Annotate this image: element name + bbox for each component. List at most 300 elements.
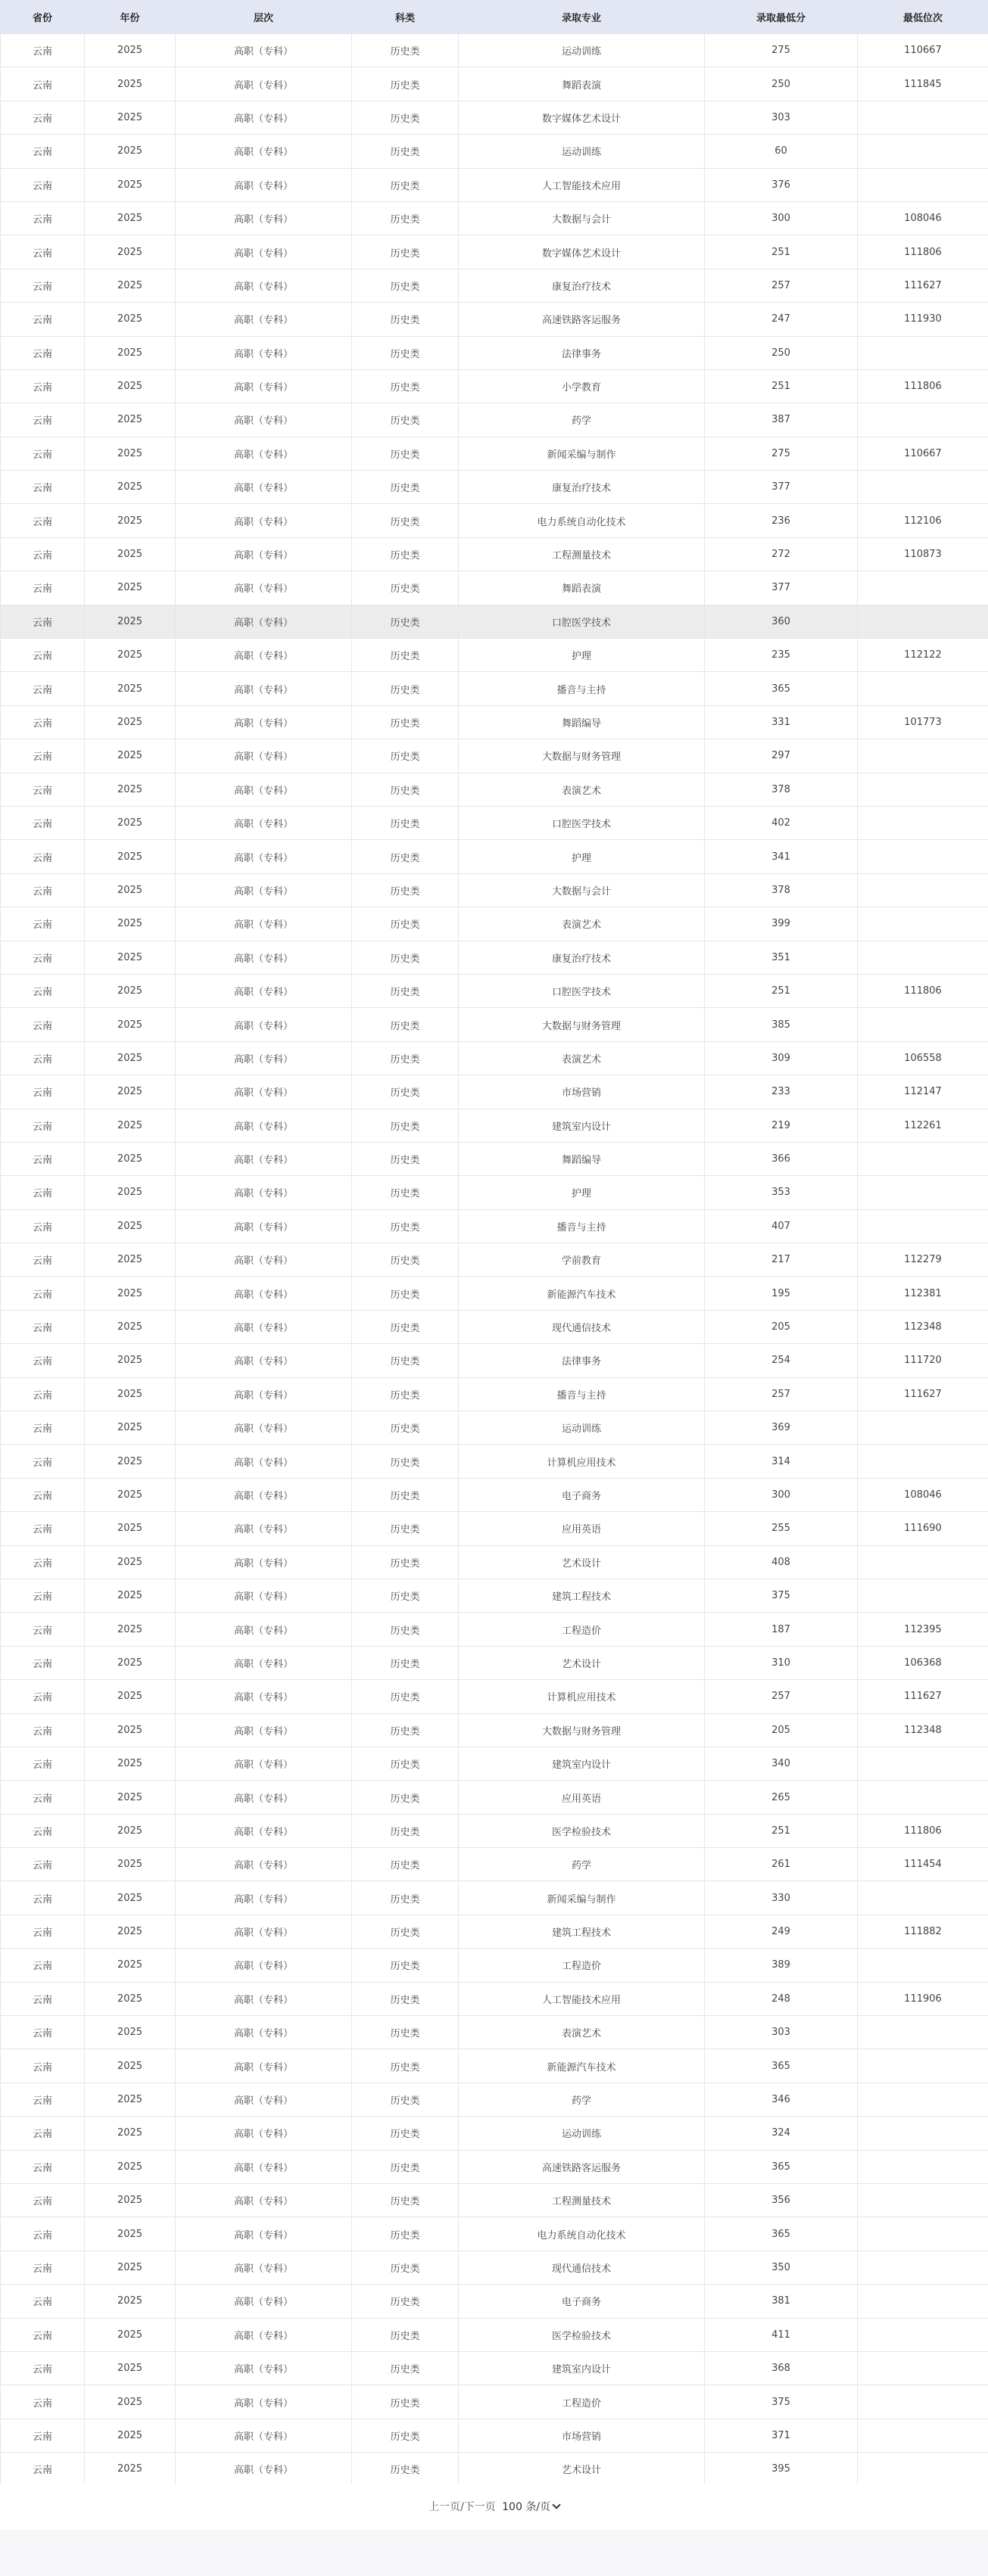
category-cell: 历史类 [352,1176,459,1209]
min-rank-cell [858,2419,988,2452]
major-cell: 建筑工程技术 [459,1915,705,1948]
min-rank-cell: 111806 [858,235,988,269]
province-cell: 云南 [1,1713,85,1747]
min-rank-cell [858,2285,988,2318]
min-score-cell: 365 [705,672,858,705]
category-cell: 历史类 [352,2217,459,2251]
province-cell: 云南 [1,1176,85,1209]
category-cell: 历史类 [352,135,459,168]
table-row [1,2385,988,2419]
province-cell: 云南 [1,2016,85,2049]
min-rank-cell [858,605,988,638]
table-row [1,1075,988,1109]
major-cell: 法律事务 [459,1344,705,1377]
year-cell: 2025 [85,269,176,302]
province-cell: 云南 [1,1881,85,1915]
major-cell: 艺术设计 [459,1545,705,1579]
level-cell: 高职（专科） [176,1949,352,1982]
major-cell: 表演艺术 [459,773,705,806]
category-cell: 历史类 [352,1243,459,1277]
min-rank-cell [858,2150,988,2183]
min-score-cell: 205 [705,1310,858,1343]
year-cell: 2025 [85,2217,176,2251]
min-score-cell: 254 [705,1344,858,1377]
table-row [1,2016,988,2049]
major-cell: 护理 [459,840,705,873]
province-cell: 云南 [1,2251,85,2284]
table-row [1,1915,988,1948]
major-cell: 药学 [459,2083,705,2116]
province-cell: 云南 [1,1478,85,1511]
year-cell: 2025 [85,1646,176,1679]
major-cell: 康复治疗技术 [459,941,705,974]
table-row [1,471,988,504]
province-cell: 云南 [1,1310,85,1343]
level-cell: 高职（专科） [176,1579,352,1612]
major-cell: 计算机应用技术 [459,1445,705,1478]
min-score-cell: 371 [705,2419,858,2452]
level-cell: 高职（专科） [176,1848,352,1881]
table-header-row [1,1,988,34]
year-cell: 2025 [85,873,176,907]
min-score-cell: 377 [705,471,858,504]
min-score-cell: 275 [705,437,858,470]
category-cell: 历史类 [352,1982,459,2015]
table-row [1,2150,988,2183]
table-row [1,1411,988,1445]
major-cell: 现代通信技术 [459,2251,705,2284]
min-score-cell: 408 [705,1545,858,1579]
table-row [1,1646,988,1679]
year-cell: 2025 [85,806,176,839]
major-cell: 学前教育 [459,1243,705,1277]
province-cell: 云南 [1,739,85,773]
province-cell: 云南 [1,1277,85,1310]
min-score-cell: 235 [705,639,858,672]
min-rank-cell: 110873 [858,537,988,571]
min-rank-cell: 111845 [858,67,988,101]
min-rank-cell: 111627 [858,1680,988,1713]
year-cell: 2025 [85,201,176,235]
level-cell: 高职（专科） [176,2117,352,2150]
category-cell: 历史类 [352,2016,459,2049]
year-cell: 2025 [85,2351,176,2385]
category-cell: 历史类 [352,67,459,101]
major-cell: 新闻采编与制作 [459,1881,705,1915]
table-row [1,269,988,302]
min-score-cell: 251 [705,369,858,403]
year-cell: 2025 [85,2184,176,2217]
level-cell: 高职（专科） [176,2251,352,2284]
province-cell: 云南 [1,1445,85,1478]
min-score-cell: 248 [705,1982,858,2015]
category-cell: 历史类 [352,2285,459,2318]
table-row [1,1814,988,1847]
province-cell: 云南 [1,1848,85,1881]
category-cell: 历史类 [352,2351,459,2385]
year-cell: 2025 [85,907,176,941]
min-score-cell: 233 [705,1075,858,1109]
min-rank-cell: 110667 [858,34,988,67]
min-rank-cell [858,101,988,134]
table-row [1,2251,988,2284]
min-rank-cell [858,739,988,773]
province-cell: 云南 [1,1545,85,1579]
table-row [1,2049,988,2083]
province-cell: 云南 [1,471,85,504]
year-cell: 2025 [85,34,176,67]
province-cell: 云南 [1,873,85,907]
min-score-cell: 257 [705,269,858,302]
level-cell: 高职（专科） [176,2150,352,2183]
category-cell: 历史类 [352,1881,459,1915]
province-cell: 云南 [1,1209,85,1243]
category-cell: 历史类 [352,2083,459,2116]
table-row [1,739,988,773]
category-cell: 历史类 [352,873,459,907]
year-cell: 2025 [85,1915,176,1948]
major-cell: 医学检验技术 [459,2318,705,2351]
min-rank-cell: 111627 [858,269,988,302]
min-score-cell: 300 [705,201,858,235]
table-row [1,135,988,168]
table-row [1,67,988,101]
level-cell: 高职（专科） [176,1075,352,1109]
level-cell: 高职（专科） [176,1445,352,1478]
category-cell: 历史类 [352,1142,459,1175]
province-cell: 云南 [1,2184,85,2217]
province-cell: 云南 [1,1377,85,1411]
year-cell: 2025 [85,303,176,336]
category-cell: 历史类 [352,1613,459,1646]
category-cell: 历史类 [352,1949,459,1982]
year-cell: 2025 [85,2285,176,2318]
prev-page-button[interactable]: 上一页 [428,2501,460,2513]
province-cell: 云南 [1,537,85,571]
year-cell: 2025 [85,705,176,739]
year-cell: 2025 [85,1075,176,1109]
category-cell: 历史类 [352,1109,459,1142]
major-cell: 新能源汽车技术 [459,1277,705,1310]
province-cell: 云南 [1,1915,85,1948]
province-cell: 云南 [1,504,85,537]
province-cell: 云南 [1,1982,85,2015]
min-score-cell: 402 [705,806,858,839]
province-cell: 云南 [1,907,85,941]
table-row [1,1209,988,1243]
min-score-cell: 377 [705,571,858,605]
category-cell: 历史类 [352,34,459,67]
category-cell: 历史类 [352,437,459,470]
min-rank-cell [858,1545,988,1579]
category-cell: 历史类 [352,941,459,974]
min-rank-cell: 108046 [858,201,988,235]
table-row [1,1310,988,1343]
category-cell: 历史类 [352,672,459,705]
major-cell: 电子商务 [459,1478,705,1511]
table-row [1,1377,988,1411]
year-cell: 2025 [85,1982,176,2015]
table-row [1,705,988,739]
min-score-cell: 219 [705,1109,858,1142]
province-cell: 云南 [1,1747,85,1780]
min-rank-cell: 111454 [858,1848,988,1881]
province-cell: 云南 [1,2385,85,2419]
year-cell: 2025 [85,2453,176,2486]
category-cell: 历史类 [352,840,459,873]
major-cell: 医学检验技术 [459,1814,705,1847]
table-row [1,974,988,1007]
level-cell: 高职（专科） [176,1008,352,1041]
min-rank-cell [858,2117,988,2150]
min-score-cell: 346 [705,2083,858,2116]
min-rank-cell [858,2184,988,2217]
major-cell: 大数据与财务管理 [459,739,705,773]
min-rank-cell: 106368 [858,1646,988,1679]
year-cell: 2025 [85,1680,176,1713]
min-score-cell: 257 [705,1680,858,1713]
level-cell: 高职（专科） [176,1277,352,1310]
min-rank-cell [858,2385,988,2419]
category-cell: 历史类 [352,403,459,437]
year-cell: 2025 [85,437,176,470]
min-score-cell: 365 [705,2150,858,2183]
column-header-min-rank: 最低位次 [858,1,988,34]
min-score-cell: 387 [705,403,858,437]
province-cell: 云南 [1,672,85,705]
province-cell: 云南 [1,34,85,67]
level-cell: 高职（专科） [176,2049,352,2083]
min-score-cell: 217 [705,1243,858,1277]
min-score-cell: 341 [705,840,858,873]
year-cell: 2025 [85,168,176,201]
category-cell: 历史类 [352,1445,459,1478]
min-rank-cell [858,2351,988,2385]
major-cell: 新闻采编与制作 [459,437,705,470]
min-rank-cell [858,2217,988,2251]
major-cell: 舞蹈表演 [459,571,705,605]
province-cell: 云南 [1,1646,85,1679]
province-cell: 云南 [1,2083,85,2116]
category-cell: 历史类 [352,739,459,773]
min-rank-cell: 112348 [858,1310,988,1343]
min-score-cell: 375 [705,2385,858,2419]
min-score-cell: 251 [705,1814,858,1847]
min-rank-cell [858,941,988,974]
table-row [1,437,988,470]
table-row [1,1949,988,1982]
level-cell: 高职（专科） [176,1310,352,1343]
min-rank-cell: 111806 [858,1814,988,1847]
year-cell: 2025 [85,1344,176,1377]
min-rank-cell [858,571,988,605]
table-row [1,1579,988,1612]
chevron-down-icon [552,2500,560,2509]
major-cell: 电力系统自动化技术 [459,504,705,537]
province-cell: 云南 [1,806,85,839]
year-cell: 2025 [85,235,176,269]
level-cell: 高职（专科） [176,1377,352,1411]
min-score-cell: 365 [705,2217,858,2251]
year-cell: 2025 [85,135,176,168]
major-cell: 播音与主持 [459,1377,705,1411]
category-cell: 历史类 [352,1713,459,1747]
level-cell: 高职（专科） [176,1041,352,1075]
province-cell: 云南 [1,1142,85,1175]
category-cell: 历史类 [352,1646,459,1679]
min-score-cell: 261 [705,1848,858,1881]
major-cell: 舞蹈编导 [459,705,705,739]
min-rank-cell [858,1881,988,1915]
table-row [1,504,988,537]
major-cell: 播音与主持 [459,1209,705,1243]
min-rank-cell: 112348 [858,1713,988,1747]
table-row [1,1680,988,1713]
table-row [1,1142,988,1175]
province-cell: 云南 [1,1781,85,1814]
level-cell: 高职（专科） [176,369,352,403]
min-score-cell: 247 [705,303,858,336]
category-cell: 历史类 [352,1310,459,1343]
year-cell: 2025 [85,1881,176,1915]
year-cell: 2025 [85,739,176,773]
min-score-cell: 265 [705,1781,858,1814]
year-cell: 2025 [85,504,176,537]
category-cell: 历史类 [352,2453,459,2486]
min-score-cell: 309 [705,1041,858,1075]
pagination [0,2484,988,2530]
min-rank-cell [858,806,988,839]
min-rank-cell [858,873,988,907]
table-row [1,303,988,336]
level-cell: 高职（专科） [176,2083,352,2116]
level-cell: 高职（专科） [176,336,352,369]
province-cell: 云南 [1,201,85,235]
province-cell: 云南 [1,336,85,369]
major-cell: 工程测量技术 [459,537,705,571]
major-cell: 运动训练 [459,2117,705,2150]
level-cell: 高职（专科） [176,2184,352,2217]
level-cell: 高职（专科） [176,739,352,773]
level-cell: 高职（专科） [176,168,352,201]
page-size-select[interactable] [502,2484,559,2530]
major-cell: 运动训练 [459,1411,705,1445]
category-cell: 历史类 [352,1277,459,1310]
year-cell: 2025 [85,773,176,806]
province-cell: 云南 [1,2285,85,2318]
min-rank-cell [858,1445,988,1478]
major-cell: 口腔医学技术 [459,605,705,638]
min-score-cell: 381 [705,2285,858,2318]
category-cell: 历史类 [352,1377,459,1411]
min-rank-cell [858,1781,988,1814]
province-cell: 云南 [1,2419,85,2452]
category-cell: 历史类 [352,168,459,201]
min-score-cell: 250 [705,67,858,101]
level-cell: 高职（专科） [176,2385,352,2419]
min-rank-cell [858,907,988,941]
table-row [1,2083,988,2116]
category-cell: 历史类 [352,2117,459,2150]
level-cell: 高职（专科） [176,437,352,470]
table-row [1,2453,988,2486]
province-cell: 云南 [1,168,85,201]
year-cell: 2025 [85,1949,176,1982]
province-cell: 云南 [1,369,85,403]
table-row [1,907,988,941]
major-cell: 大数据与会计 [459,201,705,235]
category-cell: 历史类 [352,2419,459,2452]
province-cell: 云南 [1,773,85,806]
level-cell: 高职（专科） [176,303,352,336]
level-cell: 高职（专科） [176,2285,352,2318]
min-score-cell: 378 [705,773,858,806]
major-cell: 电力系统自动化技术 [459,2217,705,2251]
min-rank-cell: 112147 [858,1075,988,1109]
min-rank-cell [858,403,988,437]
table-row [1,34,988,67]
table-row [1,571,988,605]
level-cell: 高职（专科） [176,1344,352,1377]
year-cell: 2025 [85,941,176,974]
province-cell: 云南 [1,2351,85,2385]
level-cell: 高职（专科） [176,773,352,806]
province-cell: 云南 [1,1949,85,1982]
min-score-cell: 324 [705,2117,858,2150]
province-cell: 云南 [1,974,85,1007]
major-cell: 人工智能技术应用 [459,168,705,201]
min-score-cell: 60 [705,135,858,168]
min-rank-cell [858,1176,988,1209]
level-cell: 高职（专科） [176,705,352,739]
min-rank-cell: 112106 [858,504,988,537]
province-cell: 云南 [1,135,85,168]
min-rank-cell [858,1008,988,1041]
table-row [1,2117,988,2150]
category-cell: 历史类 [352,101,459,134]
year-cell: 2025 [85,1377,176,1411]
year-cell: 2025 [85,2251,176,2284]
major-cell: 艺术设计 [459,2453,705,2486]
table-row [1,605,988,638]
province-cell: 云南 [1,235,85,269]
table-row [1,1848,988,1881]
province-cell: 云南 [1,1109,85,1142]
year-cell: 2025 [85,2049,176,2083]
table-row [1,336,988,369]
table-row [1,101,988,134]
next-page-button[interactable]: 下一页 [463,2501,496,2513]
level-cell: 高职（专科） [176,840,352,873]
min-score-cell: 385 [705,1008,858,1041]
level-cell: 高职（专科） [176,672,352,705]
table-row [1,1243,988,1277]
year-cell: 2025 [85,1209,176,1243]
year-cell: 2025 [85,840,176,873]
table-row [1,235,988,269]
province-cell: 云南 [1,1512,85,1545]
major-cell: 运动训练 [459,135,705,168]
province-cell: 云南 [1,101,85,134]
year-cell: 2025 [85,2016,176,2049]
min-score-cell: 249 [705,1915,858,1948]
level-cell: 高职（专科） [176,1713,352,1747]
table-row [1,1277,988,1310]
year-cell: 2025 [85,67,176,101]
table-row [1,873,988,907]
min-rank-cell: 111690 [858,1512,988,1545]
level-cell: 高职（专科） [176,1478,352,1511]
